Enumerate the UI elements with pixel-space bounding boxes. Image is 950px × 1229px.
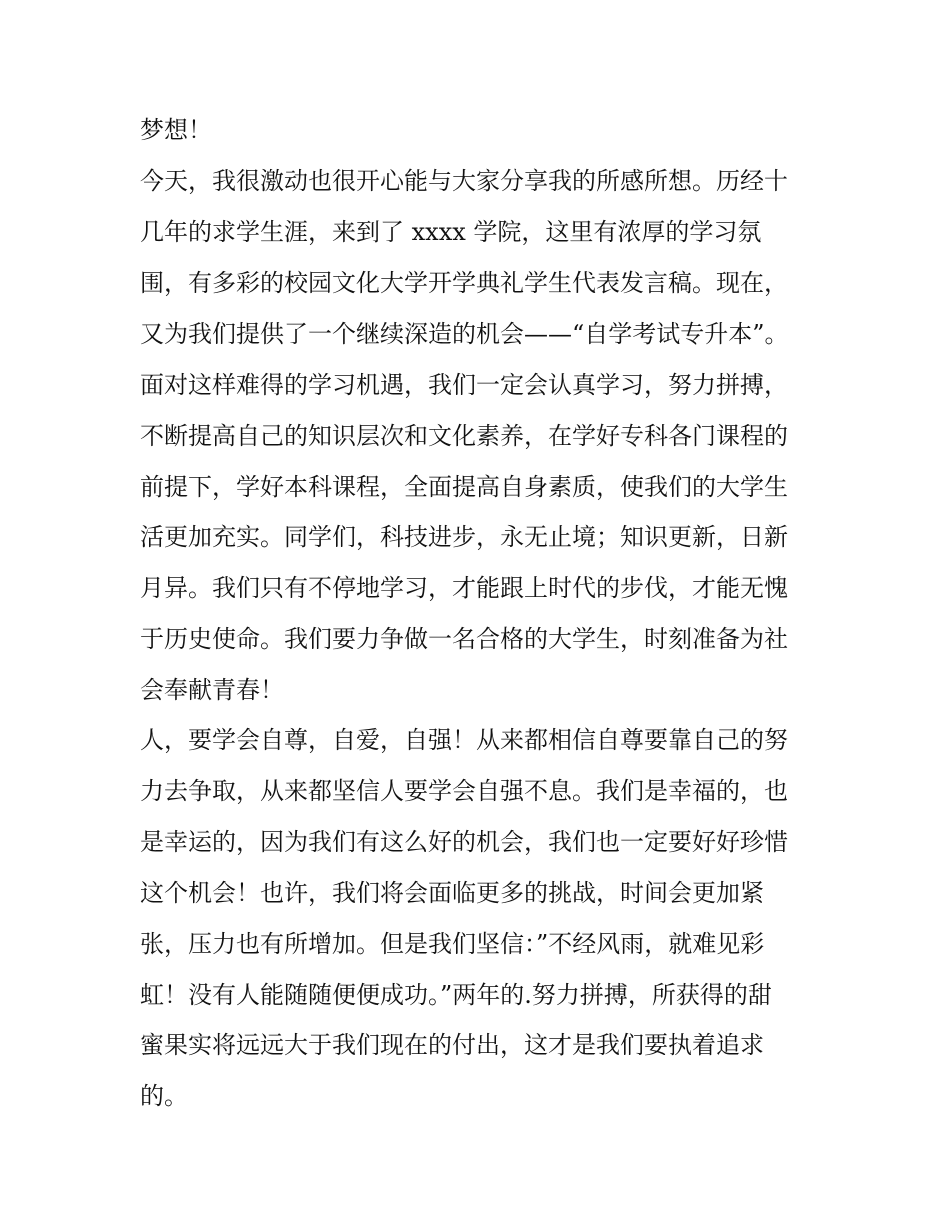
text-line: 的。 <box>140 1082 188 1110</box>
text-line: 虹！没有人能随随便便成功。”两年的.努力拼搏，所获得的甜 <box>140 981 772 1009</box>
text-line: 月异。我们只有不停地学习，才能跟上时代的步伐，才能无愧 <box>140 574 788 602</box>
text-line: 这个机会！也许，我们将会面临更多的挑战，时间会更加紧 <box>140 879 764 907</box>
text-line: 围，有多彩的校园文化大学开学典礼学生代表发言稿。现在， <box>140 269 788 297</box>
text-line: 于历史使命。我们要力争做一名合格的大学生，时刻准备为社 <box>140 625 788 653</box>
text-line: 是幸运的，因为我们有这么好的机会，我们也一定要好好珍惜 <box>140 828 788 856</box>
text-line: 不断提高自己的知识层次和文化素养，在学好专科各门课程的 <box>140 422 788 450</box>
text-line: 今天，我很激动也很开心能与大家分享我的所感所想。历经十 <box>140 167 788 195</box>
text-line: 力去争取，从来都坚信人要学会自强不息。我们是幸福的，也 <box>140 777 788 805</box>
text-line: 又为我们提供了一个继续深造的机会——“自学考试专升本”。 <box>140 320 789 348</box>
text-line: 几年的求学生涯，来到了 xxxx 学院，这里有浓厚的学习氛 <box>140 218 762 246</box>
text-line: 面对这样难得的学习机遇，我们一定会认真学习，努力拼搏， <box>140 371 788 399</box>
text-line: 蜜果实将远远大于我们现在的付出，这才是我们要执着追求 <box>140 1031 764 1059</box>
text-line: 活更加充实。同学们，科技进步，永无止境；知识更新，日新 <box>140 523 788 551</box>
text-line: 人，要学会自尊，自爱，自强！从来都相信自尊要靠自己的努 <box>140 726 788 754</box>
text-line: 梦想！ <box>140 116 212 144</box>
text-line: 前提下，学好本科课程，全面提高自身素质，使我们的大学生 <box>140 473 788 501</box>
text-line: 会奉献青春！ <box>140 676 284 704</box>
text-line: 张，压力也有所增加。但是我们坚信：”不经风雨，就难见彩 <box>140 930 765 958</box>
